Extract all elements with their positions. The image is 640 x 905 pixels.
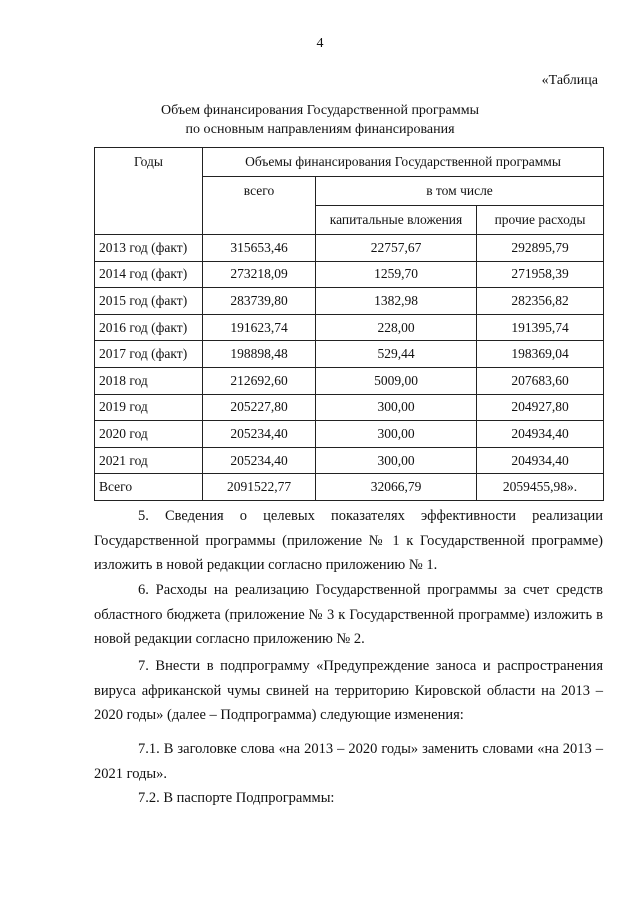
table-title-line-1: Объем финансирования Государственной программы	[160, 103, 480, 118]
cell-year: 2020 год	[95, 421, 203, 448]
table-title	[0, 101, 640, 139]
cell-total: 315653,46	[203, 235, 316, 262]
cell-total: 198898,48	[203, 341, 316, 368]
table-row	[95, 235, 604, 262]
cell-capital: 300,00	[316, 447, 477, 474]
cell-other: 271958,39	[477, 261, 604, 288]
table-row	[95, 421, 604, 448]
cell-capital: 300,00	[316, 421, 477, 448]
cell-year: 2017 год (факт)	[95, 341, 203, 368]
cell-year: 2013 год (факт)	[95, 235, 203, 262]
cell-other: 191395,74	[477, 314, 604, 341]
header-including: в том числе	[316, 177, 604, 206]
table-row	[95, 288, 604, 315]
cell-year: Всего	[95, 474, 203, 501]
cell-capital: 32066,79	[316, 474, 477, 501]
cell-year: 2021 год	[95, 447, 203, 474]
financing-table	[94, 147, 604, 501]
paragraph-7-1: 7.1. В заголовке слова «на 2013 – 2020 годы» заменить словами «на 2013 – 2021 годы».	[94, 741, 603, 782]
header-other: прочие расходы	[477, 206, 604, 235]
table-reference: «Таблица	[541, 73, 598, 88]
cell-other: 204927,80	[477, 394, 604, 421]
page-number: 4	[316, 36, 324, 51]
cell-other: 207683,60	[477, 367, 604, 394]
cell-year: 2016 год (факт)	[95, 314, 203, 341]
cell-other: 282356,82	[477, 288, 604, 315]
cell-year: 2015 год (факт)	[95, 288, 203, 315]
header-years: Годы	[95, 148, 203, 235]
paragraph-5: 5. Сведения о целевых показателях эффективности реализации Государственной программы (приложение № 1 к Государственной программе) изложить в новой редакции согласно приложению № 1.	[94, 508, 603, 573]
cell-year: 2014 год (факт)	[95, 261, 203, 288]
table-row	[95, 394, 604, 421]
cell-total: 283739,80	[203, 288, 316, 315]
cell-other: 292895,79	[477, 235, 604, 262]
cell-other: 204934,40	[477, 421, 604, 448]
table-row	[95, 341, 604, 368]
cell-capital: 5009,00	[316, 367, 477, 394]
cell-total: 205234,40	[203, 421, 316, 448]
cell-capital: 1259,70	[316, 261, 477, 288]
cell-total: 205227,80	[203, 394, 316, 421]
cell-capital: 300,00	[316, 394, 477, 421]
cell-total: 2091522,77	[203, 474, 316, 501]
cell-capital: 22757,67	[316, 235, 477, 262]
cell-total: 191623,74	[203, 314, 316, 341]
cell-year: 2019 год	[95, 394, 203, 421]
cell-capital: 1382,98	[316, 288, 477, 315]
table-row	[95, 367, 604, 394]
table-row	[95, 447, 604, 474]
paragraph-7: 7. Внести в подпрограмму «Предупреждение заноса и распространения вируса африканской чумы свиней на территорию Кировской области на 2013 – 2020 годы» (далее – Подпрограмма) следующие изменения:	[94, 658, 603, 723]
header-capital: капитальные вложения	[316, 206, 477, 235]
cell-total: 273218,09	[203, 261, 316, 288]
table-row	[95, 261, 604, 288]
header-volumes: Объемы финансирования Государственной программы	[203, 148, 604, 177]
paragraph-6: 6. Расходы на реализацию Государственной программы за счет средств областного бюджета (приложение № 3 к Государственной программе) изложить в новой редакции согласно приложению № 2.	[94, 582, 603, 647]
cell-capital: 529,44	[316, 341, 477, 368]
cell-total: 212692,60	[203, 367, 316, 394]
cell-other: 204934,40	[477, 447, 604, 474]
table-row-total	[95, 474, 604, 501]
cell-other: 198369,04	[477, 341, 604, 368]
cell-capital: 228,00	[316, 314, 477, 341]
cell-year: 2018 год	[95, 367, 203, 394]
paragraph-7-2: 7.2. В паспорте Подпрограммы:	[138, 790, 335, 806]
cell-total: 205234,40	[203, 447, 316, 474]
table-row	[95, 314, 604, 341]
header-total: всего	[203, 177, 316, 235]
table-title-line-2: по основным направлениям финансирования	[185, 122, 455, 137]
cell-other: 2059455,98».	[477, 474, 604, 501]
